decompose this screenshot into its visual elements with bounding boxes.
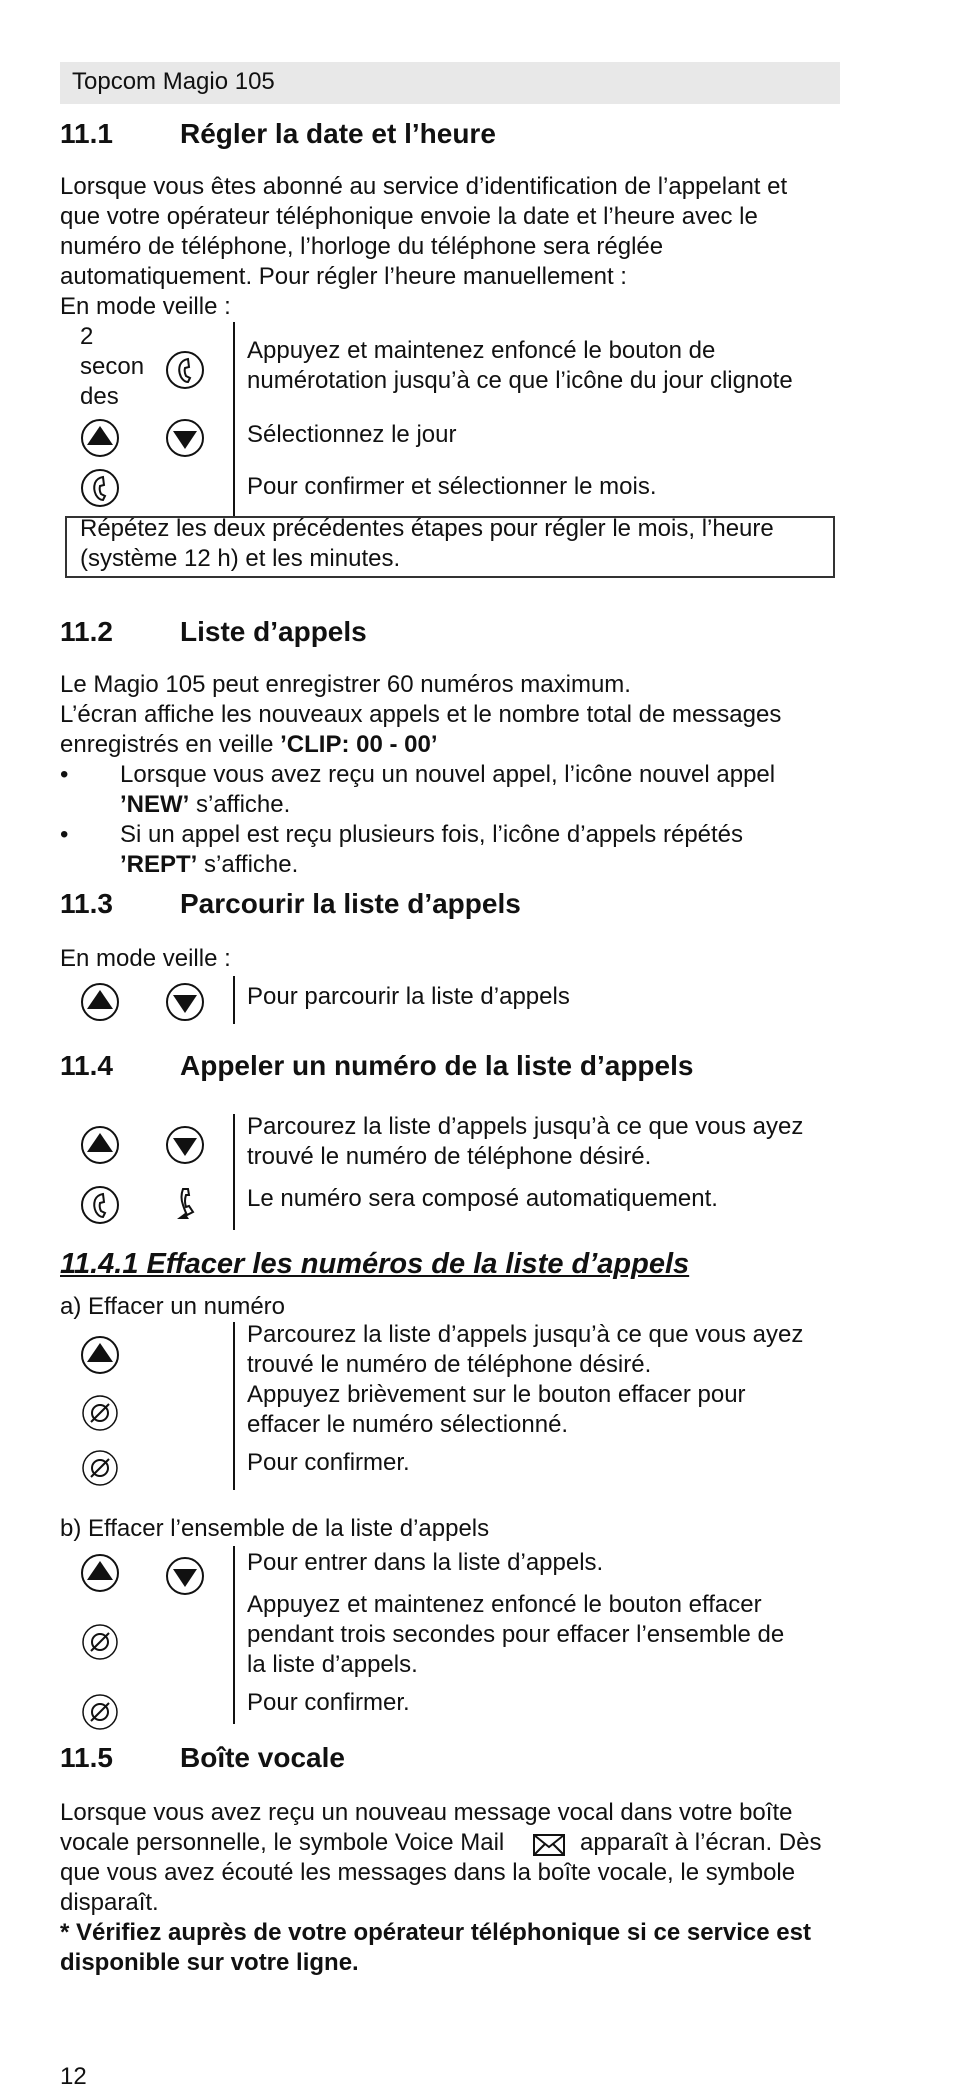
section-number-11-2: 11.2 [60, 616, 113, 647]
sub-label: b) Effacer l’ensemble de la liste d’appels [60, 1515, 490, 1542]
erase-icon [80, 1692, 120, 1732]
service-note: * Vérifiez auprès de votre opérateur téléphonique si ce service est [60, 1919, 811, 1946]
rept-code: ’REPT’ [120, 851, 198, 878]
seconds-label: secon [80, 353, 145, 380]
body-text: s’affiche. [197, 851, 299, 878]
up-arrow-icon [80, 1335, 120, 1375]
intro-line: numéro de téléphone, l’horloge du téléphone sera réglée [60, 233, 664, 260]
section-title-11-3: Parcourir la liste d’appels [180, 888, 521, 919]
body-line: vocale personnelle, le symbole Voice Mail [60, 1829, 505, 1856]
seconds-label: 2 [80, 323, 94, 350]
page-number: 12 [60, 2063, 87, 2090]
down-arrow-icon [165, 1556, 205, 1596]
step-text: pendant trois secondes pour effacer l’ensemble de [247, 1621, 785, 1648]
step-text: Appuyez et maintenez enfoncé le bouton effacer [247, 1591, 762, 1618]
section-number-11-4: 11.4 [60, 1050, 113, 1081]
body-line: En mode veille : [60, 945, 231, 972]
clip-code: ’CLIP: 00 - 00’ [280, 731, 438, 758]
sub-label: a) Effacer un numéro [60, 1293, 286, 1320]
seconds-label: des [80, 383, 119, 410]
table-divider [233, 976, 235, 1024]
section-number-11-5: 11.5 [60, 1742, 113, 1773]
step-text: Sélectionnez le jour [247, 421, 457, 448]
step-text: trouvé le numéro de téléphone désiré. [247, 1351, 652, 1378]
up-arrow-icon [80, 982, 120, 1022]
phone-handset-icon [80, 1185, 120, 1225]
section-title-11-1: Régler la date et l’heure [180, 118, 496, 149]
section-title-11-5: Boîte vocale [180, 1742, 345, 1773]
step-text: effacer le numéro sélectionné. [247, 1411, 569, 1438]
bullet: • [60, 761, 69, 788]
body-text: s’affiche. [189, 791, 291, 818]
phone-handset-icon [165, 350, 205, 390]
bullet-text [120, 850, 298, 880]
step-text: Parcourez la liste d’appels jusqu’à ce que vous ayez [247, 1321, 804, 1348]
body-line: apparaît à l’écran. Dès [580, 1829, 822, 1856]
table-divider [233, 1546, 235, 1724]
step-text: Appuyez et maintenez enfoncé le bouton de [247, 337, 716, 364]
erase-icon [80, 1393, 120, 1433]
up-arrow-icon [80, 1553, 120, 1593]
hang-up-icon [165, 1185, 205, 1225]
body-line: Lorsque vous avez reçu un nouveau message vocal dans votre boîte [60, 1799, 793, 1826]
up-arrow-icon [80, 1125, 120, 1165]
down-arrow-icon [165, 982, 205, 1022]
body-line [60, 730, 438, 760]
intro-line: Lorsque vous êtes abonné au service d’identification de l’appelant et [60, 173, 788, 200]
step-text: Pour confirmer. [247, 1689, 410, 1716]
step-text: Parcourez la liste d’appels jusqu’à ce que vous ayez [247, 1113, 804, 1140]
section-number-11-3: 11.3 [60, 888, 113, 919]
bullet-text: Lorsque vous avez reçu un nouvel appel, l’icône nouvel appel [120, 761, 776, 788]
body-line: disparaît. [60, 1889, 159, 1916]
page-header [60, 62, 840, 104]
phone-handset-icon [80, 468, 120, 508]
step-text: Pour confirmer. [247, 1449, 410, 1476]
bullet-text: Si un appel est reçu plusieurs fois, l’icône d’appels répétés [120, 821, 744, 848]
section-title-11-2: Liste d’appels [180, 616, 367, 647]
intro-line: que votre opérateur téléphonique envoie la date et l’heure avec le [60, 203, 758, 230]
intro-line: En mode veille : [60, 293, 231, 320]
note-text: (système 12 h) et les minutes. [80, 545, 401, 572]
section-title-11-4: Appeler un numéro de la liste d’appels [180, 1050, 694, 1081]
step-text: Le numéro sera composé automatiquement. [247, 1185, 718, 1212]
table-divider [233, 1322, 235, 1490]
table-divider [233, 322, 235, 516]
service-note: disponible sur votre ligne. [60, 1949, 359, 1976]
new-code: ’NEW’ [120, 791, 190, 818]
body-text: enregistrés en veille [60, 731, 281, 758]
step-text: Pour parcourir la liste d’appels [247, 983, 570, 1010]
body-line: L’écran affiche les nouveaux appels et le nombre total de messages [60, 701, 782, 728]
erase-icon [80, 1622, 120, 1662]
bullet-text [120, 790, 290, 820]
header-title: Topcom Magio 105 [72, 68, 275, 95]
step-text: la liste d’appels. [247, 1651, 418, 1678]
table-divider [233, 1114, 235, 1230]
down-arrow-icon [165, 1125, 205, 1165]
up-arrow-icon [80, 418, 120, 458]
down-arrow-icon [165, 418, 205, 458]
body-line: Le Magio 105 peut enregistrer 60 numéros maximum. [60, 671, 631, 698]
note-text: Répétez les deux précédentes étapes pour régler le mois, l’heure [80, 515, 774, 542]
bullet: • [60, 821, 69, 848]
section-number-11-1: 11.1 [60, 118, 113, 149]
subsection-title-11-4-1: 11.4.1 Effacer les numéros de la liste d’appels [60, 1248, 690, 1280]
step-text: trouvé le numéro de téléphone désiré. [247, 1143, 652, 1170]
step-text: Appuyez brièvement sur le bouton effacer pour [247, 1381, 746, 1408]
intro-line: automatiquement. Pour régler l’heure manuellement : [60, 263, 627, 290]
step-text: Pour confirmer et sélectionner le mois. [247, 473, 657, 500]
step-text: Pour entrer dans la liste d’appels. [247, 1549, 604, 1576]
step-text: numérotation jusqu’à ce que l’icône du jour clignote [247, 367, 793, 394]
body-line: que vous avez écouté les messages dans la boîte vocale, le symbole [60, 1859, 796, 1886]
voicemail-envelope-icon [533, 1834, 565, 1856]
erase-icon [80, 1448, 120, 1488]
